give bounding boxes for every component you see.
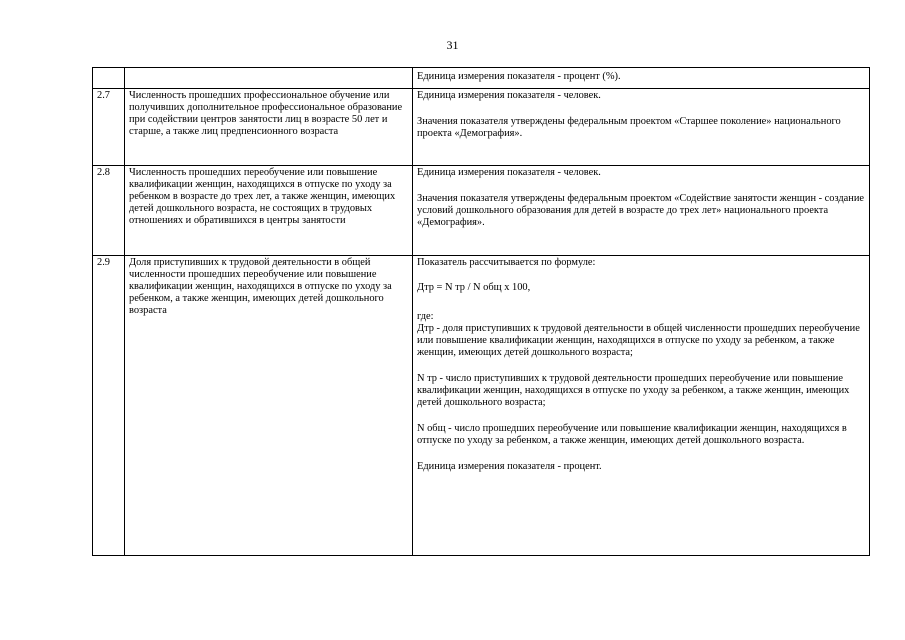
method-paragraph: Единица измерения показателя - процент. <box>417 461 602 472</box>
table-row <box>93 256 870 556</box>
method-paragraph: N тр - число приступивших к трудовой деятельности прошедших переобучение или повышение квалификации женщин, находящихся в отпуске по уходу за ребенком, а также женщин, имеющих детей дошкольного возраста; <box>417 373 850 408</box>
indicator-method <box>413 256 870 556</box>
row-number: 2.8 <box>93 166 125 256</box>
indicator-table <box>92 67 870 556</box>
indicator-name <box>125 68 413 89</box>
method-paragraph: Показатель рассчитывается по формуле: <box>417 257 596 268</box>
table-row <box>93 89 870 166</box>
method-paragraph: Значения показателя утверждены федеральным проектом «Содействие занятости женщин - создание условий дошкольного образования для детей в возрасте до трех лет» национального проекта «Демография». <box>417 193 865 228</box>
method-paragraph: Значения показателя утверждены федеральным проектом «Старшее поколение» национального проекта «Демография». <box>417 116 841 139</box>
formula: Дтр = N тр / N общ х 100, <box>417 282 531 293</box>
indicator-method <box>413 68 870 89</box>
method-paragraph: Единица измерения показателя - человек. <box>417 167 601 178</box>
method-paragraph: Единица измерения показателя - процент (%). <box>417 71 621 82</box>
row-number <box>93 68 125 89</box>
indicator-method <box>413 166 870 256</box>
row-number: 2.7 <box>93 89 125 166</box>
method-paragraph: N общ - число прошедших переобучение или повышение квалификации женщин, находящихся в отпуске по уходу за ребенком, а также женщин, имеющих детей дошкольного возраста. <box>417 423 847 446</box>
row-number: 2.9 <box>93 256 125 556</box>
indicator-name: Доля приступивших к трудовой деятельности в общей численности прошедших переобучение или повышение квалификации женщин, находящихся в отпуске по уходу за ребенком, а также женщин, имеющих детей дошкольного возраста <box>125 256 413 556</box>
method-paragraph: Единица измерения показателя - человек. <box>417 90 601 101</box>
indicator-name: Численность прошедших профессиональное обучение или получивших дополнительное профессиональное образование при содействии центров занятости лиц в возрасте 50 лет и старше, а также лиц предпенсионного возраста <box>125 89 413 166</box>
table-row <box>93 166 870 256</box>
indicator-method <box>413 89 870 166</box>
indicator-name: Численность прошедших переобучение или повышение квалификации женщин, находящихся в отпуске по уходу за ребенком в возрасте до трех лет, а также женщин, имеющих детей дошкольного возраста, не состоящих в трудовых отношениях и обратившихся в центры занятости <box>125 166 413 256</box>
table-row <box>93 68 870 89</box>
page-number: 31 <box>446 38 459 52</box>
method-paragraph: где: Дтр - доля приступивших к трудовой деятельности в общей численности прошедших переобучение или повышение квалификации женщин, находящихся в отпуске по уходу за ребенком, а также женщин, имеющих детей дошкольного возраста; <box>417 311 860 358</box>
